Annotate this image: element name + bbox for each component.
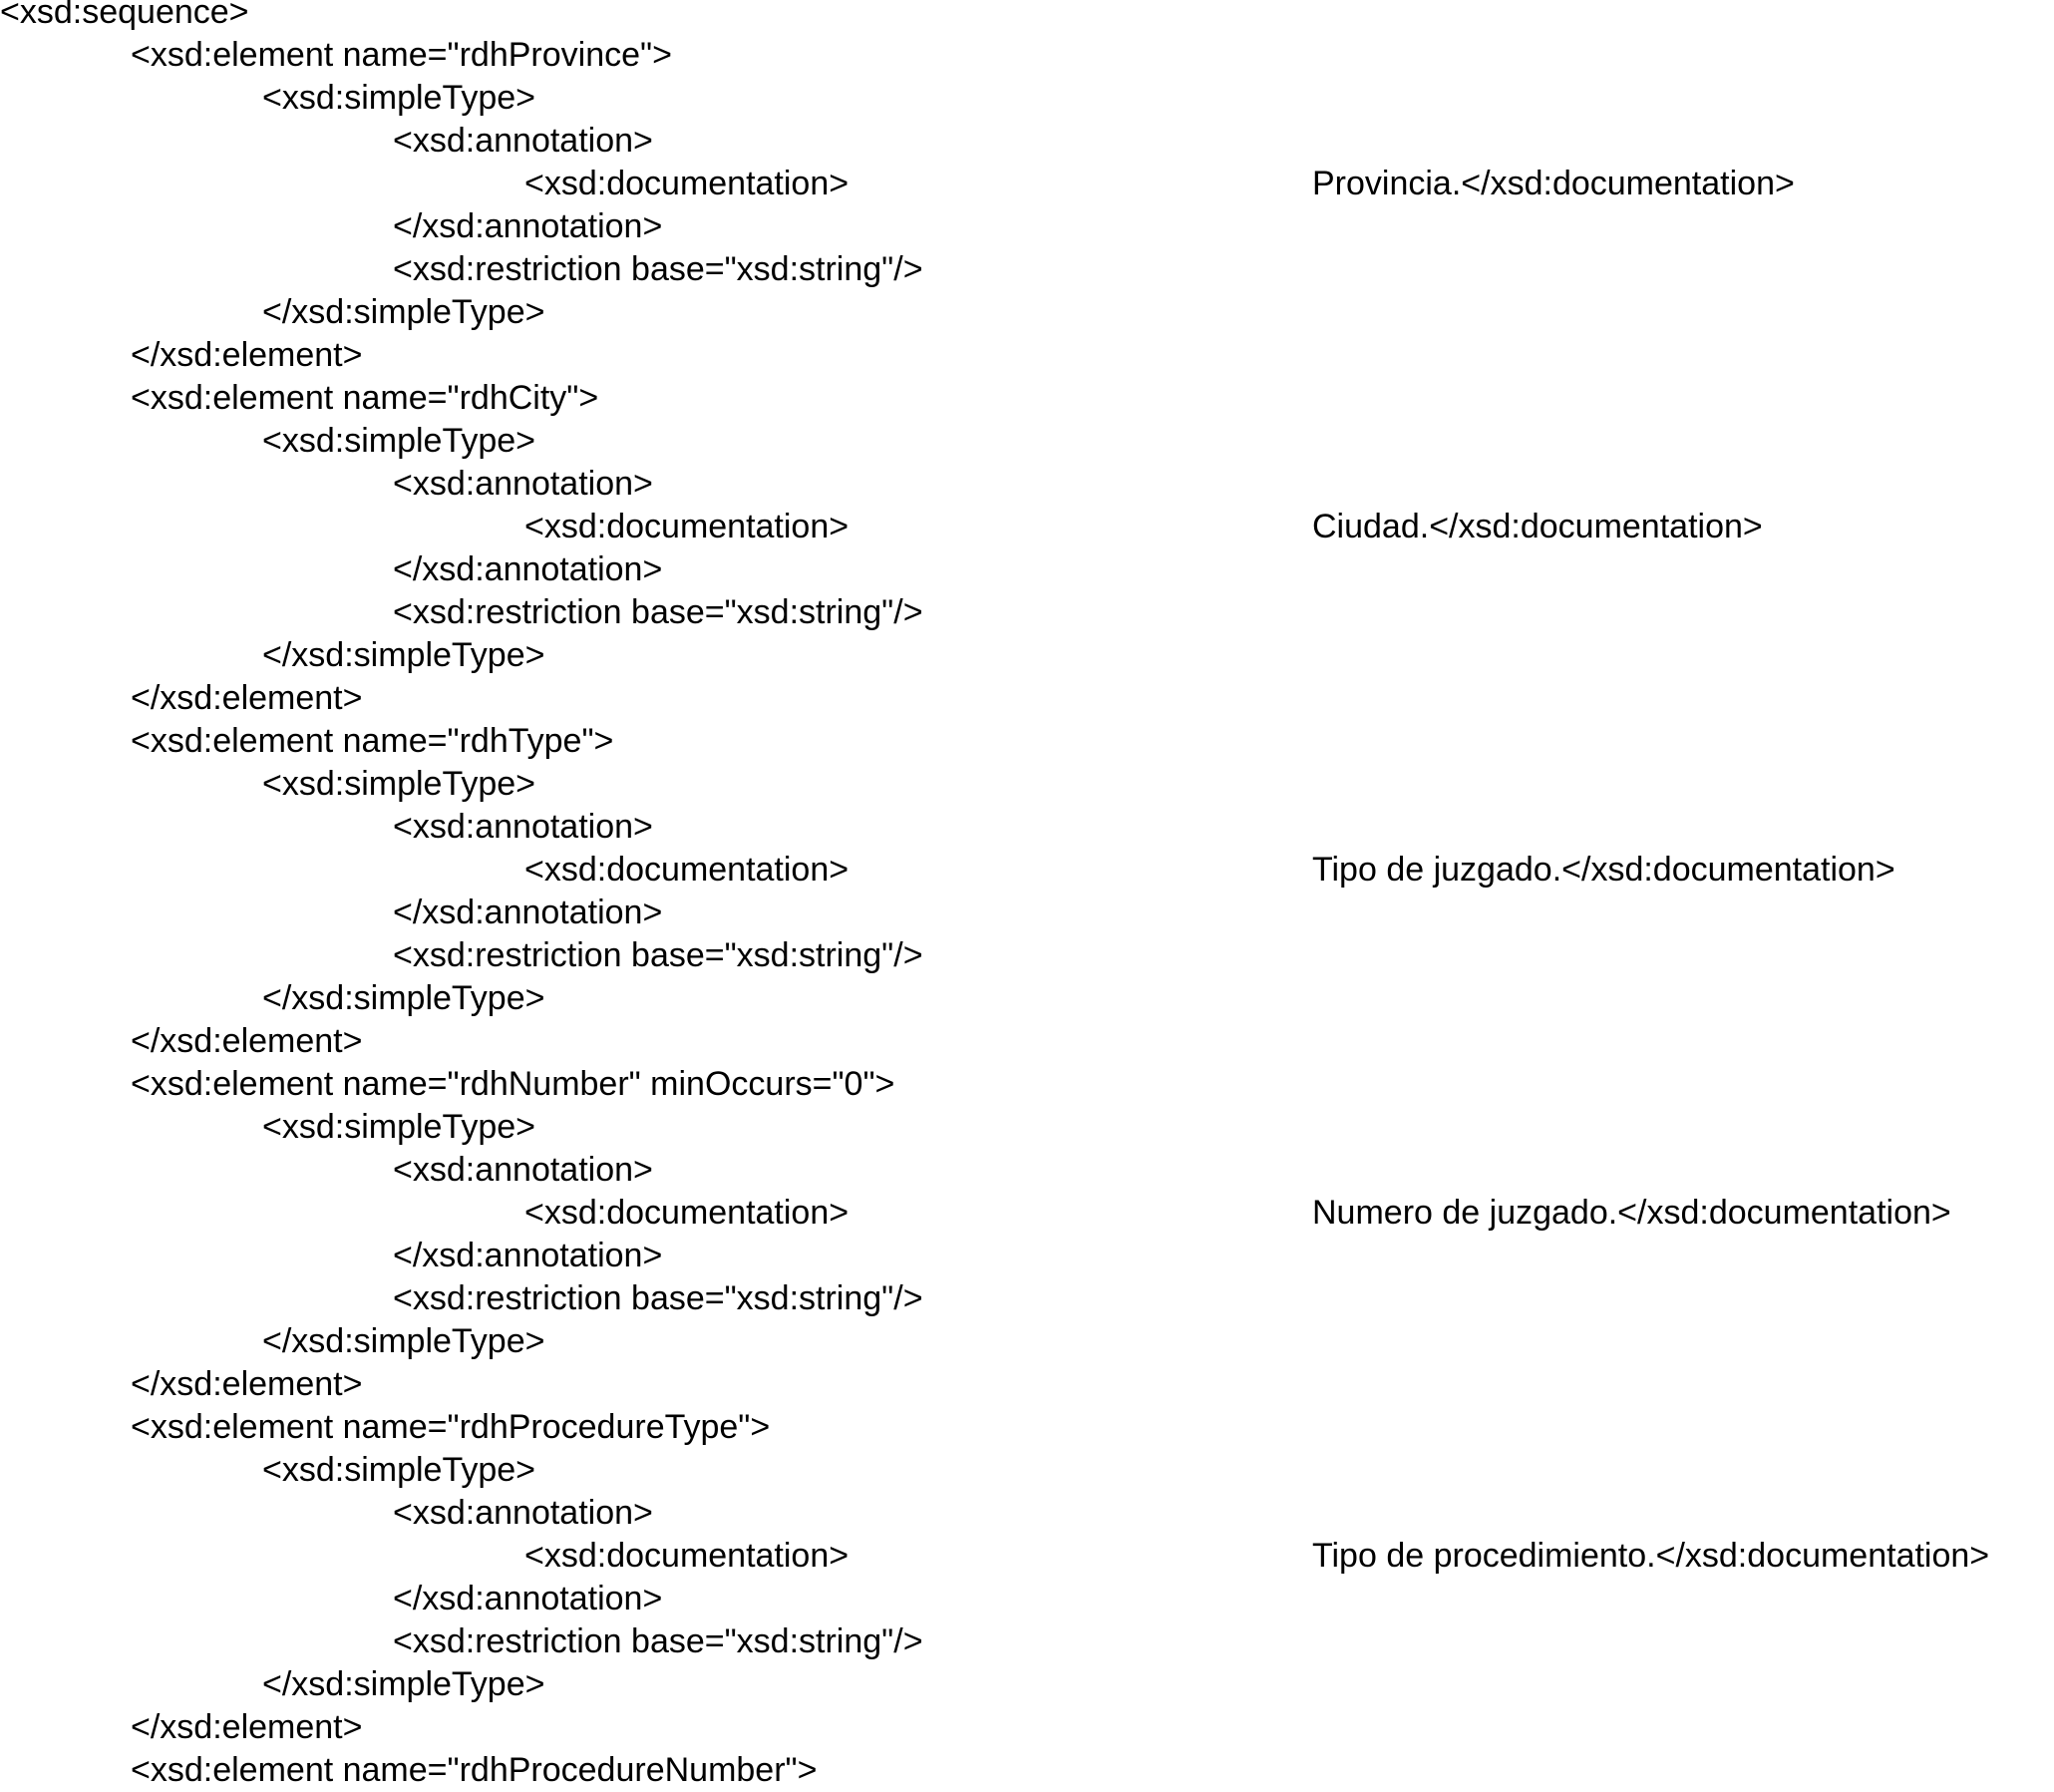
code-text: <xsd:annotation> <box>393 1494 653 1532</box>
code-line <box>0 334 2054 377</box>
code-line <box>0 934 2054 977</box>
code-text: <xsd:simpleType> <box>262 1451 536 1489</box>
code-text: </xsd:simpleType> <box>262 979 545 1017</box>
code-text: </xsd:element> <box>131 1022 363 1060</box>
documentation-text: Ciudad.</xsd:documentation> <box>1312 508 1763 545</box>
code-text: </xsd:element> <box>131 679 363 717</box>
code-text: </xsd:simpleType> <box>262 1322 545 1360</box>
code-text: <xsd:simpleType> <box>262 1108 536 1146</box>
code-line <box>0 420 2054 463</box>
code-text: <xsd:documentation> <box>524 1194 850 1232</box>
code-line <box>0 634 2054 677</box>
code-text: <xsd:documentation> <box>524 165 850 202</box>
code-line <box>0 892 2054 934</box>
code-text: <xsd:documentation> <box>524 851 850 889</box>
code-text: <xsd:restriction base="xsd:string"/> <box>393 936 923 974</box>
code-line <box>0 763 2054 806</box>
code-text: <xsd:element name="rdhProcedureNumber"> <box>131 1751 818 1789</box>
code-line <box>0 548 2054 591</box>
code-text: <xsd:simpleType> <box>262 422 536 460</box>
code-text: <xsd:simpleType> <box>262 765 536 803</box>
code-text: <xsd:element name="rdhCity"> <box>131 379 599 417</box>
code-line <box>0 720 2054 763</box>
code-line <box>0 1320 2054 1363</box>
code-text: <xsd:annotation> <box>393 808 653 846</box>
code-text: </xsd:element> <box>131 336 363 374</box>
code-line <box>0 291 2054 334</box>
code-line <box>0 34 2054 77</box>
code-text: </xsd:annotation> <box>393 894 663 931</box>
code-text: <xsd:restriction base="xsd:string"/> <box>393 593 923 631</box>
code-line <box>0 248 2054 291</box>
documentation-text: Tipo de procedimiento.</xsd:documentation> <box>1312 1537 1990 1575</box>
code-line <box>0 806 2054 849</box>
code-text: </xsd:annotation> <box>393 1237 663 1274</box>
code-text: <xsd:element name="rdhProvince"> <box>131 36 672 74</box>
code-text: </xsd:simpleType> <box>262 636 545 674</box>
code-line <box>0 977 2054 1020</box>
code-line <box>0 1492 2054 1535</box>
code-line <box>0 1663 2054 1706</box>
code-text: </xsd:element> <box>131 1365 363 1403</box>
code-line <box>0 77 2054 120</box>
code-text: <xsd:element name="rdhProcedureType"> <box>131 1408 771 1446</box>
code-line <box>0 1235 2054 1277</box>
code-line <box>0 1363 2054 1406</box>
code-line <box>0 120 2054 163</box>
code-line <box>0 463 2054 506</box>
documentation-text: Tipo de juzgado.</xsd:documentation> <box>1312 851 1895 889</box>
code-text: <xsd:restriction base="xsd:string"/> <box>393 1622 923 1660</box>
code-text: </xsd:simpleType> <box>262 293 545 331</box>
code-line <box>0 1149 2054 1192</box>
code-line <box>0 1706 2054 1749</box>
code-line <box>0 1578 2054 1620</box>
documentation-text: Provincia.</xsd:documentation> <box>1312 165 1795 202</box>
code-line <box>0 1277 2054 1320</box>
code-line <box>0 1620 2054 1663</box>
code-line <box>0 205 2054 248</box>
code-text: <xsd:element name="rdhType"> <box>131 722 614 760</box>
code-line <box>0 0 2054 34</box>
code-line <box>0 163 2054 205</box>
code-line <box>0 1192 2054 1235</box>
code-text: <xsd:annotation> <box>393 122 653 160</box>
code-text: <xsd:simpleType> <box>262 79 536 117</box>
code-line <box>0 1449 2054 1492</box>
documentation-text: Numero de juzgado.</xsd:documentation> <box>1312 1194 1951 1232</box>
code-line <box>0 1406 2054 1449</box>
code-line <box>0 506 2054 548</box>
code-text: </xsd:annotation> <box>393 1580 663 1617</box>
code-text: <xsd:annotation> <box>393 1151 653 1189</box>
code-text: <xsd:documentation> <box>524 1537 850 1575</box>
code-line <box>0 1020 2054 1063</box>
code-line <box>0 677 2054 720</box>
code-text: <xsd:sequence> <box>0 0 249 31</box>
code-text: </xsd:annotation> <box>393 550 663 588</box>
code-line <box>0 377 2054 420</box>
code-text: <xsd:annotation> <box>393 465 653 503</box>
code-line <box>0 591 2054 634</box>
code-text: </xsd:simpleType> <box>262 1665 545 1703</box>
code-text: <xsd:restriction base="xsd:string"/> <box>393 1279 923 1317</box>
code-text: <xsd:documentation> <box>524 508 850 545</box>
code-line <box>0 1106 2054 1149</box>
code-text: </xsd:element> <box>131 1708 363 1746</box>
code-text: <xsd:restriction base="xsd:string"/> <box>393 250 923 288</box>
code-line <box>0 849 2054 892</box>
code-text: <xsd:element name="rdhNumber" minOccurs="0"> <box>131 1065 895 1103</box>
code-text: </xsd:annotation> <box>393 207 663 245</box>
code-line <box>0 1535 2054 1578</box>
code-line <box>0 1063 2054 1106</box>
